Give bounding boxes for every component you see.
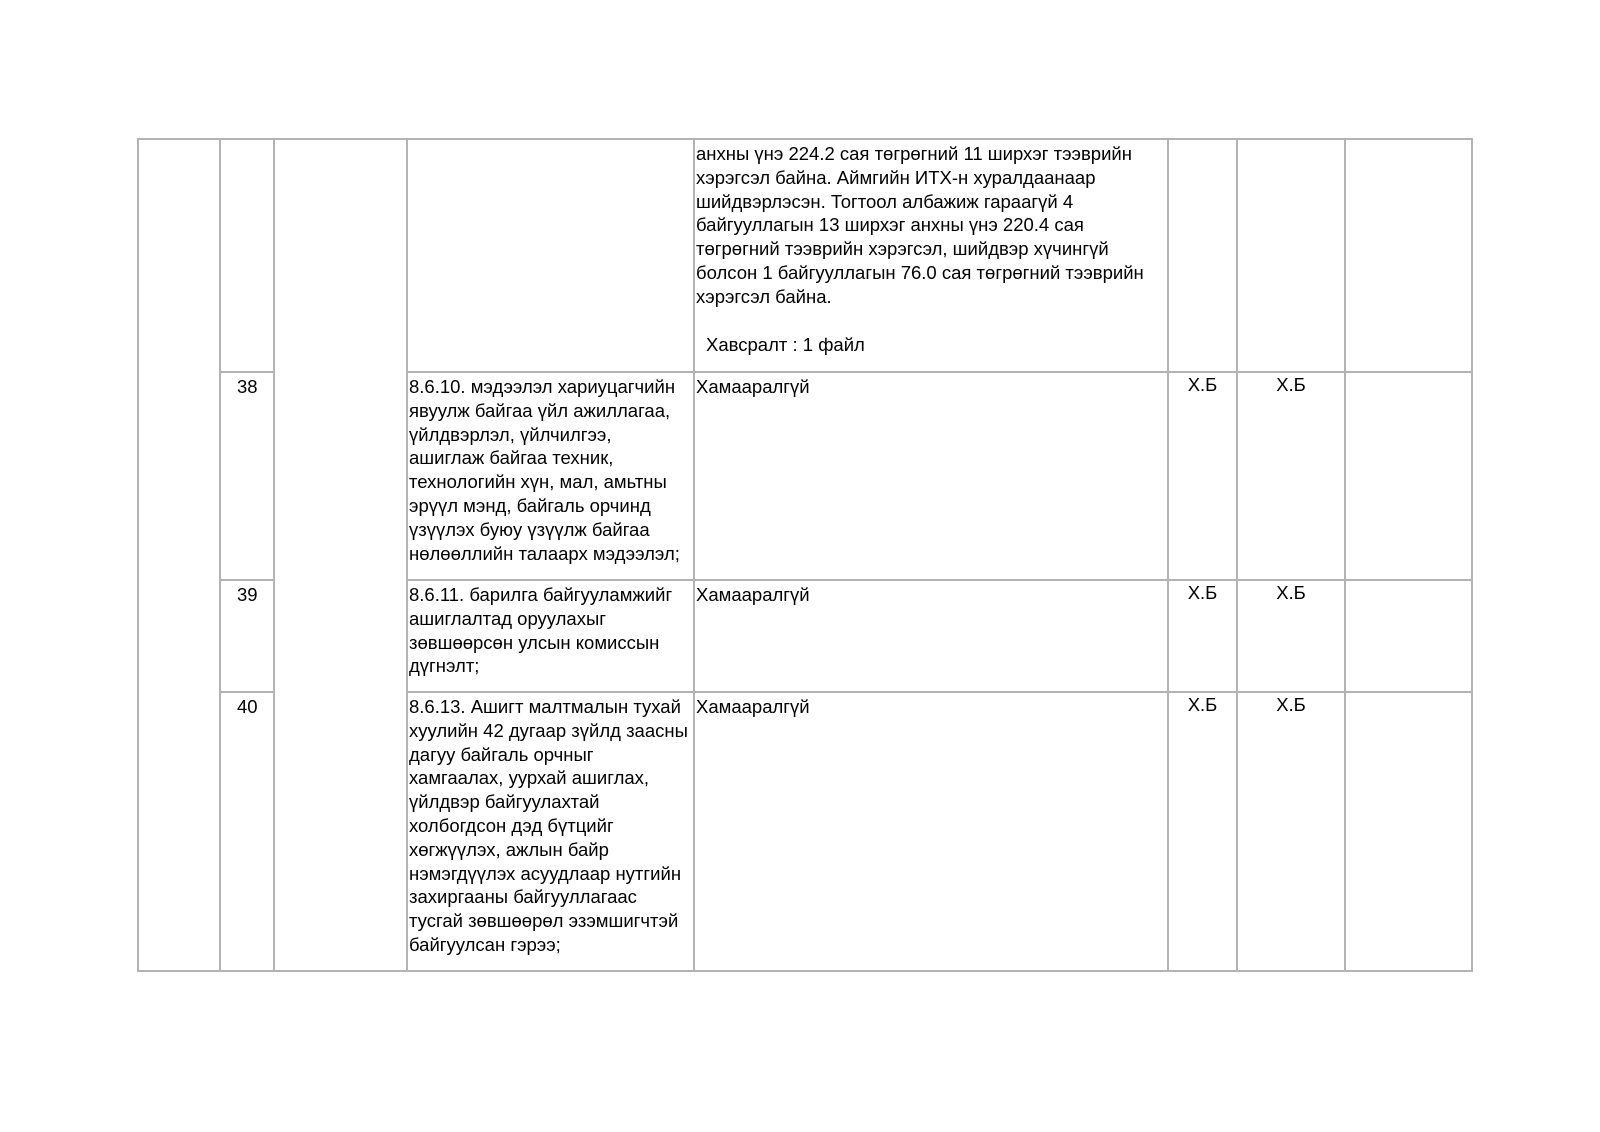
- number-cell: [220, 692, 274, 971]
- mark2-cell: [1237, 692, 1345, 971]
- group-cell: [138, 139, 220, 971]
- mark2-text: Х.Б: [1276, 374, 1306, 395]
- mark2-text: Х.Б: [1276, 694, 1306, 715]
- requirement-text: 8.6.13. Ашигт малтмалын тухай хуулийн 42 дугаар зүйлд заасны дагуу байгаль орчныг хамгаалах, уурхай ашиглах, үйлдвэр байгуулахтай холбогдсон дэд бүтцийг хөгжүүлэх, ажлын байр нэмэгдүүлэх асуудлаар нутгийн захиргааны байгууллагаас тусгай зөвшөөрөл эзэмшигчтэй байгуулсан гэрээ;: [409, 696, 688, 955]
- requirement-cell: [407, 372, 694, 580]
- status-text: Хамааралгүй: [696, 376, 810, 397]
- mark2-cell: [1237, 372, 1345, 580]
- status-cell: [694, 692, 1168, 971]
- status-text: Хамааралгүй: [696, 696, 810, 717]
- status-text: Хамааралгүй: [696, 584, 810, 605]
- number-cell: [220, 580, 274, 692]
- row-number: 39: [237, 584, 258, 605]
- number-cell: [220, 372, 274, 580]
- requirement-text: 8.6.10. мэдээлэл хариуцагчийн явуулж байгаа үйл ажиллагаа, үйлдвэрлэл, үйлчилгээ, ашиглаж байгаа техник, технологийн хүн, мал, амьтны эрүүл мэнд, байгаль орчинд үзүүлэх буюу үзүүлж байгаа нөлөөллийн талаарх мэдээлэл;: [409, 376, 680, 564]
- note-cell: [1345, 139, 1472, 372]
- attachment-link[interactable]: Хавсралт : 1 файл: [706, 333, 865, 355]
- row-number: 38: [237, 376, 258, 397]
- mark2-cell: [1237, 139, 1345, 372]
- note-cell: [1345, 580, 1472, 692]
- number-cell: [220, 139, 274, 372]
- requirement-cell: [407, 580, 694, 692]
- mark1-text: Х.Б: [1187, 694, 1218, 715]
- mark1-text: Х.Б: [1187, 374, 1218, 395]
- requirement-cell: [407, 692, 694, 971]
- status-cell: [694, 372, 1168, 580]
- description-text: анхны үнэ 224.2 сая төгрөгний 11 ширхэг тээврийн хэрэгсэл байна. Аймгийн ИТХ-н хуралдаанаар шийдвэрлэсэн. Тогтоол албажиж гараагүй 4 байгууллагын 13 ширхэг анхны үнэ 220.4 сая төгрөгний тээврийн хэрэгсэл, шийдвэр хүчингүй болсон 1 байгууллагын 76.0 сая төгрөгний тээврийн хэрэгсэл байна.: [696, 143, 1144, 307]
- mark1-text: Х.Б: [1187, 582, 1218, 603]
- note-cell: [1345, 692, 1472, 971]
- description-cell: [694, 139, 1168, 372]
- row-number: 40: [237, 696, 258, 717]
- requirement-text: 8.6.11. барилга байгууламжийг ашиглалтад оруулахыг зөвшөөрсөн улсын комиссын дүгнэлт;: [409, 584, 673, 677]
- mark1-cell: [1168, 372, 1237, 580]
- note-cell: [1345, 372, 1472, 580]
- report-table: [137, 138, 1473, 972]
- mark2-cell: [1237, 580, 1345, 692]
- mark2-text: Х.Б: [1276, 582, 1306, 603]
- mark1-cell: [1168, 139, 1237, 372]
- status-cell: [694, 580, 1168, 692]
- mark1-cell: [1168, 692, 1237, 971]
- requirement-cell: [407, 139, 694, 372]
- category-cell: [274, 139, 407, 971]
- table-row: [138, 139, 1472, 372]
- mark1-cell: [1168, 580, 1237, 692]
